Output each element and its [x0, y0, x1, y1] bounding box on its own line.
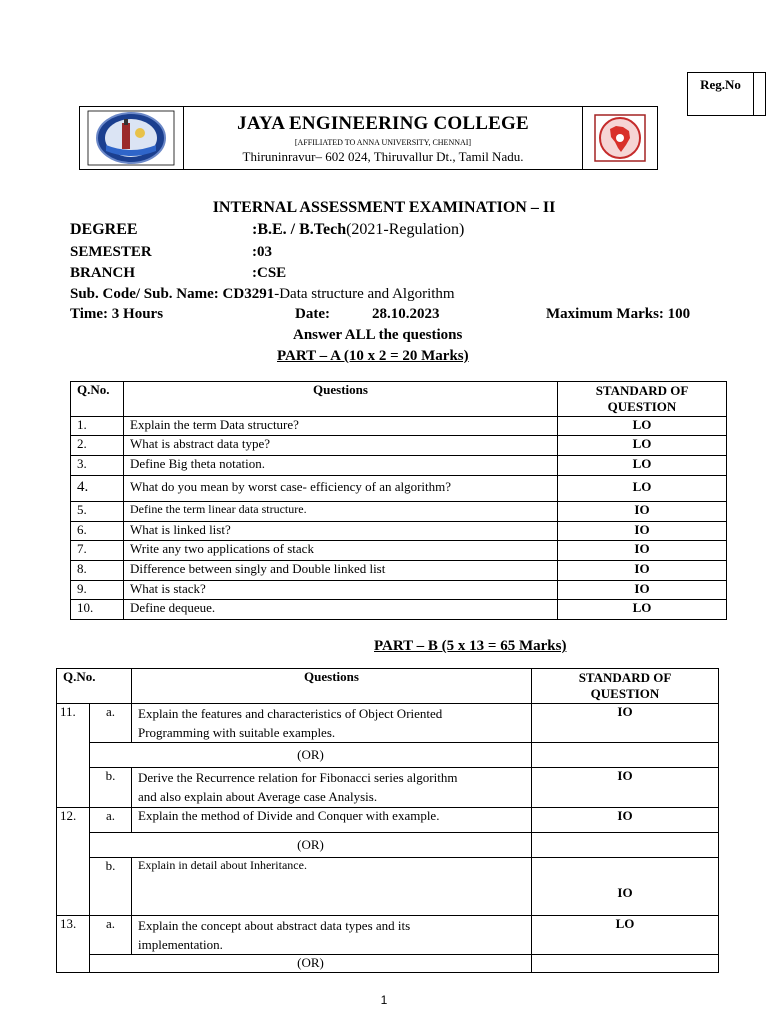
qno-header: Q.No.	[57, 669, 132, 704]
question-text: Define Big theta notation.	[124, 456, 558, 476]
table-row	[57, 916, 719, 955]
question-standard: LO	[558, 436, 727, 456]
table-row	[71, 522, 727, 541]
question-text: What is linked list?	[124, 522, 558, 541]
college-header	[79, 106, 658, 170]
college-details	[184, 107, 582, 169]
college-logo	[80, 107, 184, 169]
table-row	[71, 417, 727, 436]
part-a-table	[70, 381, 727, 620]
question-standard: IO	[558, 581, 727, 600]
table-row	[71, 476, 727, 502]
table-row	[71, 541, 727, 561]
question-number: 9.	[71, 581, 124, 600]
table-row	[71, 436, 727, 456]
question-standard: IO	[532, 704, 719, 743]
question-number: 2.	[71, 436, 124, 456]
degree-regulation: (2021-Regulation)	[346, 221, 465, 238]
or-row	[57, 955, 719, 973]
question-text: Explain the features and characteristics of Object Oriented Programming with suitable examples.	[132, 704, 532, 743]
standard-header: STANDARD OF QUESTION	[558, 382, 727, 417]
table-row	[57, 808, 719, 833]
question-text: What is abstract data type?	[124, 436, 558, 456]
or-text: (OR)	[90, 955, 532, 973]
question-number: 10.	[71, 600, 124, 620]
question-standard: LO	[532, 916, 719, 955]
or-row	[57, 743, 719, 768]
sub-label: a.	[90, 808, 132, 833]
question-standard: IO	[558, 522, 727, 541]
table-header-row	[57, 669, 719, 704]
question-standard: LO	[558, 600, 727, 620]
part-a-title: PART – A (10 x 2 = 20 Marks)	[277, 348, 469, 364]
question-standard: LO	[558, 476, 727, 502]
question-standard: IO	[558, 502, 727, 522]
question-standard: IO	[532, 768, 719, 808]
question-number: 6.	[71, 522, 124, 541]
college-name: JAYA ENGINEERING COLLEGE	[237, 113, 529, 134]
subject-code: Sub. Code/ Sub. Name: CD3291	[70, 286, 275, 302]
question-number: 4.	[71, 476, 124, 502]
college-affiliation: [AFFILIATED TO ANNA UNIVERSITY, CHENNAI]	[294, 138, 472, 147]
empty-cell	[532, 833, 719, 858]
sub-label: b.	[90, 858, 132, 916]
table-row	[71, 600, 727, 620]
part-b-table	[56, 668, 719, 973]
exam-time: Time: 3 Hours	[70, 306, 164, 322]
exam-date-label: Date:	[295, 306, 330, 322]
question-number: 3.	[71, 456, 124, 476]
instruction: Answer ALL the questions	[293, 327, 463, 343]
or-text: (OR)	[90, 743, 532, 768]
question-standard: IO	[532, 858, 719, 916]
question-text: Define the term linear data structure.	[124, 502, 558, 522]
question-standard: IO	[558, 541, 727, 561]
questions-header: Questions	[132, 669, 532, 704]
question-text: Write any two applications of stack	[124, 541, 558, 561]
sub-label: b.	[90, 768, 132, 808]
question-text: Explain the concept about abstract data types and its implementation.	[132, 916, 532, 955]
sub-label: a.	[90, 704, 132, 743]
standard-header: STANDARD OF QUESTION	[532, 669, 719, 704]
question-number: 1.	[71, 417, 124, 436]
question-text: What do you mean by worst case- efficiency of an algorithm?	[124, 476, 558, 502]
branch-value: :CSE	[252, 265, 287, 281]
table-row	[71, 456, 727, 476]
degree-value-row	[252, 221, 464, 239]
question-standard: IO	[532, 808, 719, 833]
or-text: (OR)	[90, 833, 532, 858]
table-row	[57, 704, 719, 743]
questions-header: Questions	[124, 382, 558, 417]
table-row	[71, 581, 727, 600]
degree-label: DEGREE	[70, 221, 138, 238]
sub-label: a.	[90, 916, 132, 955]
branch-label: BRANCH	[70, 265, 136, 281]
empty-cell	[532, 955, 719, 973]
semester-value: :03	[252, 244, 272, 260]
question-standard: LO	[558, 456, 727, 476]
subject-name: -Data structure and Algorithm	[274, 286, 455, 302]
reg-no-label: Reg.No	[688, 73, 754, 115]
question-number: 13.	[57, 916, 90, 973]
reg-no-box	[687, 72, 766, 116]
question-number: 5.	[71, 502, 124, 522]
part-b-title: PART – B (5 x 13 = 65 Marks)	[374, 638, 567, 654]
question-standard: IO	[558, 561, 727, 581]
question-number: 12.	[57, 808, 90, 916]
subject-row	[70, 286, 455, 303]
question-text: Derive the Recurrence relation for Fibonacci series algorithm and also explain about Average case Analysis.	[132, 768, 532, 808]
degree-value: :B.E. / B.Tech	[252, 221, 347, 238]
table-row	[71, 561, 727, 581]
question-number: 11.	[57, 704, 90, 808]
table-row	[57, 858, 719, 916]
question-standard: LO	[558, 417, 727, 436]
empty-cell	[532, 743, 719, 768]
question-text: Explain the method of Divide and Conquer with example.	[132, 808, 532, 833]
india-emblem-logo	[582, 107, 657, 169]
or-row	[57, 833, 719, 858]
semester-label: SEMESTER	[70, 244, 152, 260]
page-number: 1	[380, 993, 388, 1007]
exam-title: INTERNAL ASSESSMENT EXAMINATION – II	[212, 199, 556, 216]
question-text: What is stack?	[124, 581, 558, 600]
question-number: 7.	[71, 541, 124, 561]
maximum-marks: Maximum Marks: 100	[546, 306, 691, 322]
question-number: 8.	[71, 561, 124, 581]
exam-date: 28.10.2023	[372, 306, 440, 322]
qno-header: Q.No.	[71, 382, 124, 417]
table-header-row	[71, 382, 727, 417]
table-row	[71, 502, 727, 522]
question-text: Difference between singly and Double linked list	[124, 561, 558, 581]
question-text: Define dequeue.	[124, 600, 558, 620]
question-text: Explain the term Data structure?	[124, 417, 558, 436]
question-text: Explain in detail about Inheritance.	[132, 858, 532, 916]
college-address: Thiruninravur– 602 024, Thiruvallur Dt., Tamil Nadu.	[242, 149, 524, 164]
table-row	[57, 768, 719, 808]
